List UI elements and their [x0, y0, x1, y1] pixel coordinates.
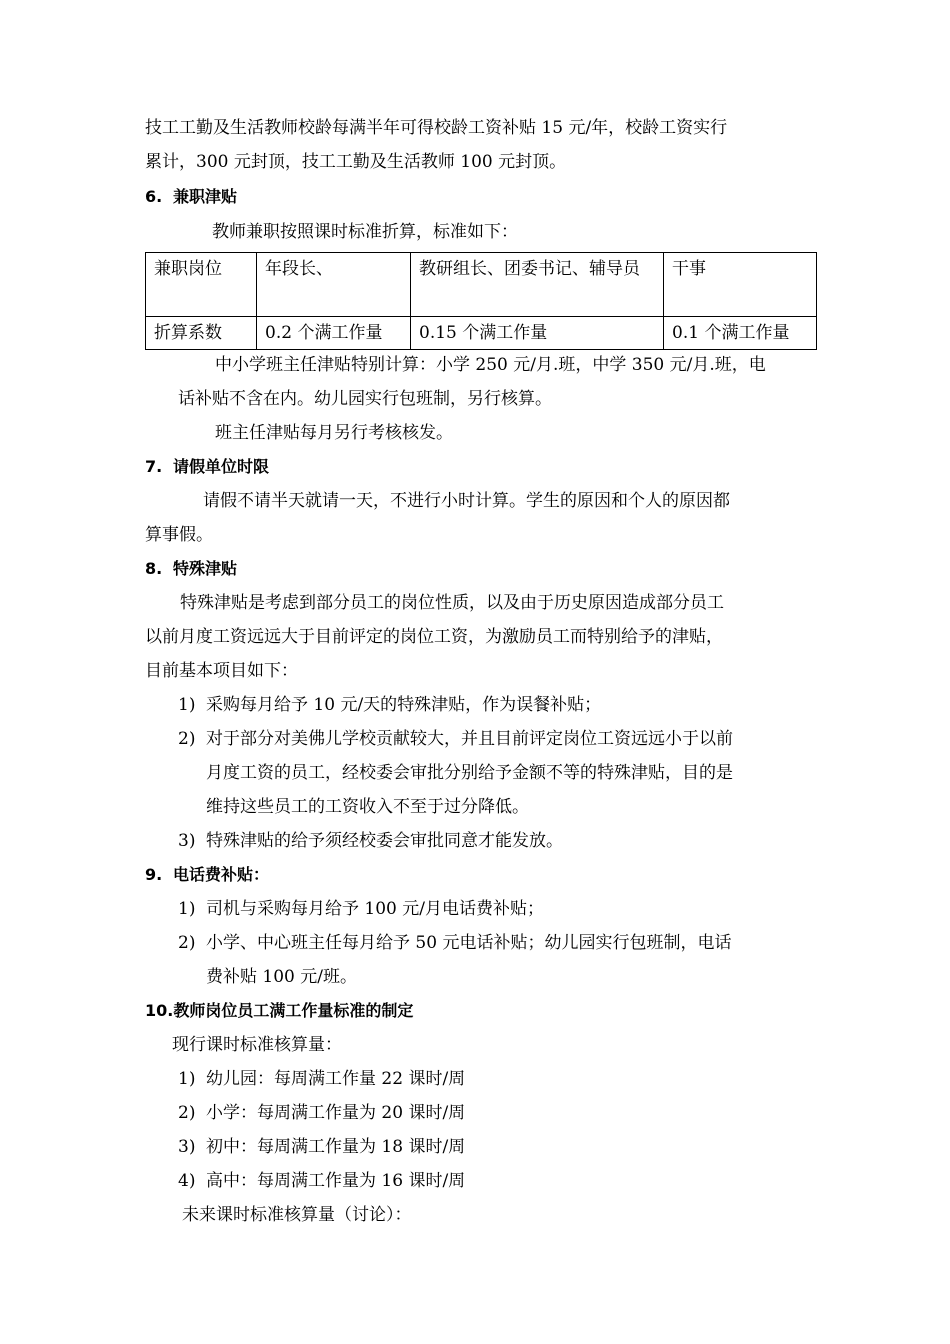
list-item [178, 722, 733, 756]
table-cell: 年段长、 [257, 253, 411, 317]
list-number: 2) [178, 1103, 196, 1123]
paragraph-line: 目前基本项目如下： [145, 661, 298, 681]
table-cell: 0.15 个满工作量 [411, 317, 664, 350]
list-text: 小学：每周满工作量为 20 课时/周 [206, 1103, 466, 1123]
list-text: 采购每月给予 10 元/天的特殊津贴，作为误餐补贴； [206, 695, 602, 715]
list-number: 3) [178, 831, 196, 851]
list-item [178, 688, 601, 722]
table-row [146, 253, 817, 317]
table-cell: 教研组长、团委书记、辅导员 [411, 253, 664, 317]
list-item-continuation: 维持这些员工的工资收入不至于过分降低。 [206, 797, 529, 817]
list-item [178, 926, 731, 960]
table-row [146, 317, 817, 350]
table-cell: 0.1 个满工作量 [664, 317, 817, 350]
list-text: 司机与采购每月给予 100 元/月电话费补贴； [206, 899, 544, 919]
paragraph-line: 话补贴不含在内。幼儿园实行包班制，另行核算。 [178, 389, 552, 409]
list-number: 2) [178, 933, 196, 953]
list-item [178, 1096, 465, 1130]
section-number: 6. [145, 187, 163, 206]
list-number: 3) [178, 1137, 196, 1157]
conversion-table [145, 252, 817, 350]
section-heading-7 [145, 450, 269, 484]
list-text: 高中：每周满工作量为 16 课时/周 [206, 1171, 466, 1191]
paragraph-line: 累计，300 元封顶，技工工勤及生活教师 100 元封顶。 [145, 152, 567, 172]
list-number: 4) [178, 1171, 196, 1191]
section-heading-9 [145, 858, 269, 892]
table-cell: 干事 [664, 253, 817, 317]
list-item [178, 824, 563, 858]
paragraph-line: 技工工勤及生活教师校龄每满半年可得校龄工资补贴 15 元/年，校龄工资实行 [145, 118, 728, 138]
paragraph-line: 以前月度工资远远大于目前评定的岗位工资，为激励员工而特别给予的津贴， [145, 627, 723, 647]
list-text: 初中：每周满工作量为 18 课时/周 [206, 1137, 466, 1157]
section-number: 8. [145, 559, 163, 578]
list-item-continuation: 费补贴 100 元/班。 [206, 967, 357, 987]
section-number: 10. [145, 1001, 174, 1020]
list-item [178, 1130, 465, 1164]
table-cell: 折算系数 [146, 317, 257, 350]
table-cell: 兼职岗位 [146, 253, 257, 317]
paragraph-line: 现行课时标准核算量： [172, 1035, 342, 1055]
list-number: 2) [178, 729, 196, 749]
section-title: 兼职津贴 [173, 187, 238, 206]
section-heading-6 [145, 180, 237, 214]
list-text: 对于部分对美佛儿学校贡献较大，并且目前评定岗位工资远远小于以前 [206, 729, 733, 749]
section-number: 7. [145, 457, 163, 476]
paragraph-line: 算事假。 [145, 525, 213, 545]
list-number: 1) [178, 899, 196, 919]
section-title: 请假单位时限 [173, 457, 270, 476]
paragraph-line: 特殊津贴是考虑到部分员工的岗位性质，以及由于历史原因造成部分员工 [180, 593, 724, 613]
section-title: 特殊津贴 [173, 559, 238, 578]
list-item [178, 892, 544, 926]
section-heading-8 [145, 552, 237, 586]
list-text: 幼儿园：每周满工作量 22 课时/周 [206, 1069, 466, 1089]
list-item [178, 1062, 465, 1096]
section-number: 9. [145, 865, 163, 884]
list-item-continuation: 月度工资的员工，经校委会审批分别给予金额不等的特殊津贴，目的是 [206, 763, 733, 783]
paragraph-line: 教师兼职按照课时标准折算，标准如下： [212, 222, 518, 242]
paragraph-line: 班主任津贴每月另行考核核发。 [215, 423, 453, 443]
list-text: 小学、中心班主任每月给予 50 元电话补贴；幼儿园实行包班制，电话 [206, 933, 732, 953]
list-number: 1) [178, 1069, 196, 1089]
paragraph-line: 请假不请半天就请一天，不进行小时计算。学生的原因和个人的原因都 [203, 491, 730, 511]
table-cell: 0.2 个满工作量 [257, 317, 411, 350]
paragraph-line: 中小学班主任津贴特别计算：小学 250 元/月.班，中学 350 元/月.班，电 [215, 355, 766, 375]
list-number: 1) [178, 695, 196, 715]
list-text: 特殊津贴的给予须经校委会审批同意才能发放。 [206, 831, 563, 851]
paragraph-line: 未来课时标准核算量（讨论）： [182, 1205, 412, 1225]
section-title: 电话费补贴： [173, 865, 270, 884]
section-title: 教师岗位员工满工作量标准的制定 [173, 1001, 414, 1020]
list-item [178, 1164, 465, 1198]
section-heading-10 [145, 994, 413, 1028]
